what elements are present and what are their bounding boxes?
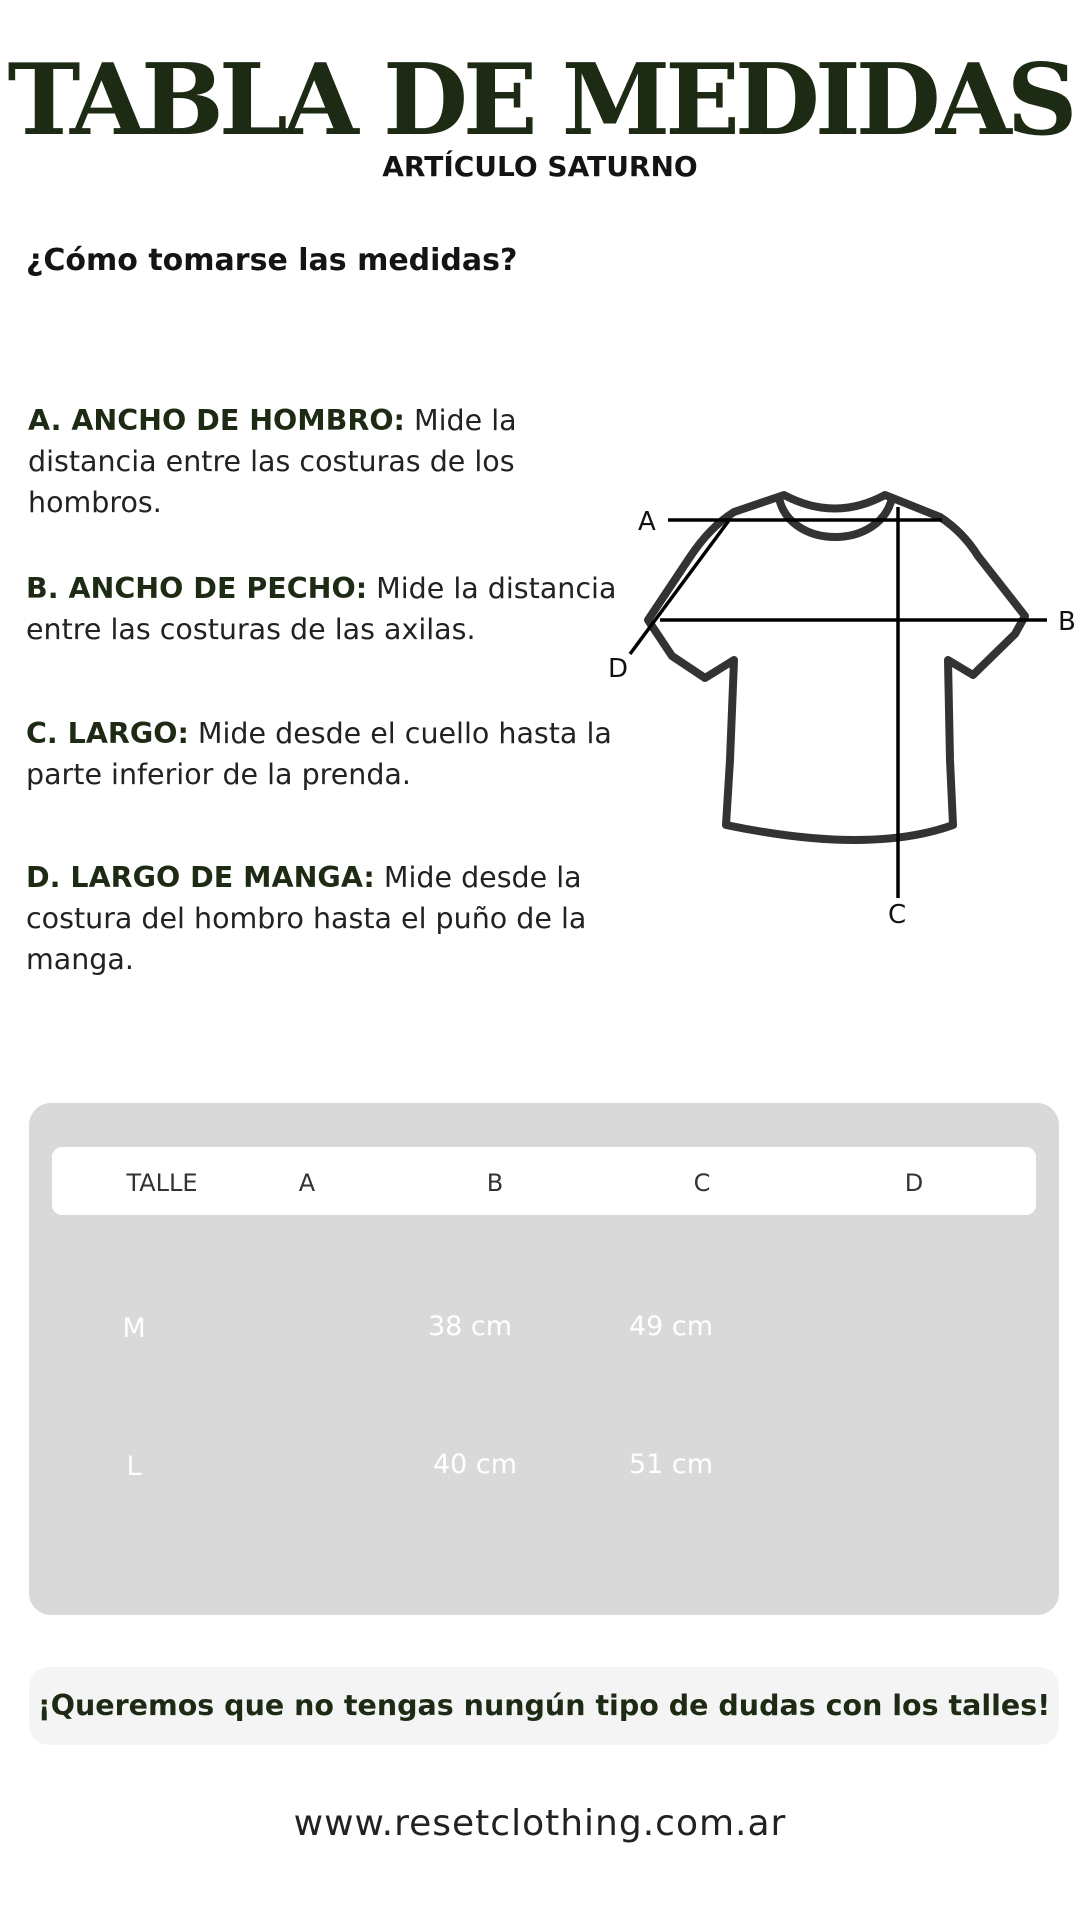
instruction-text-c: Mide desde el cuello hasta la parte inferior de la prenda. xyxy=(26,717,612,791)
row-m-c: 49 cm xyxy=(628,1311,714,1342)
reassurance-banner: ¡Queremos que no tengas nungún tipo de dudas con los talles! xyxy=(29,1667,1059,1745)
header-talle: TALLE xyxy=(126,1169,198,1197)
tshirt-measurement-diagram xyxy=(600,480,1080,940)
diagram-label-c: C xyxy=(888,900,907,930)
instruction-label-b: B. ANCHO DE PECHO: xyxy=(26,572,368,605)
website-link[interactable]: www.resetclothing.com.ar xyxy=(293,1803,787,1844)
instruction-label-a: A. ANCHO DE HOMBRO: xyxy=(28,404,405,437)
measure-line-d xyxy=(630,519,730,654)
instruction-label-c: C. LARGO: xyxy=(26,717,189,750)
instruction-text-d: Mide desde la costura del hombro hasta el puño de la manga. xyxy=(26,861,587,976)
instruction-label-d: D. LARGO DE MANGA: xyxy=(26,861,375,894)
diagram-label-b: B xyxy=(1058,607,1076,637)
row-m-talle: M xyxy=(122,1313,146,1344)
instruction-item-b xyxy=(26,568,626,650)
instruction-item-a xyxy=(28,400,588,523)
row-m-b: 38 cm xyxy=(427,1311,513,1342)
instruction-item-d xyxy=(26,857,616,980)
tshirt-outline xyxy=(648,495,1025,840)
size-table-header xyxy=(52,1147,1036,1215)
instruction-item-c xyxy=(26,713,626,795)
header-a: A xyxy=(298,1169,316,1197)
row-l-b: 40 cm xyxy=(432,1449,518,1480)
instruction-text-a: Mide la distancia entre las costuras de los hombros. xyxy=(28,404,517,519)
header-b: B xyxy=(486,1169,504,1197)
size-table xyxy=(29,1103,1059,1615)
row-l-c: 51 cm xyxy=(628,1449,714,1480)
instructions-question: ¿Cómo tomarse las medidas? xyxy=(26,243,518,278)
diagram-label-d: D xyxy=(608,654,629,684)
header-c: C xyxy=(693,1169,711,1197)
page-title: TABLA DE MEDIDAS xyxy=(7,43,1073,158)
header-d: D xyxy=(904,1169,924,1197)
page-subtitle: ARTÍCULO SATURNO xyxy=(382,150,698,183)
row-l-talle: L xyxy=(126,1451,142,1482)
instruction-text-b: Mide la distancia entre las costuras de las axilas. xyxy=(26,572,617,646)
diagram-label-a: A xyxy=(638,507,656,537)
